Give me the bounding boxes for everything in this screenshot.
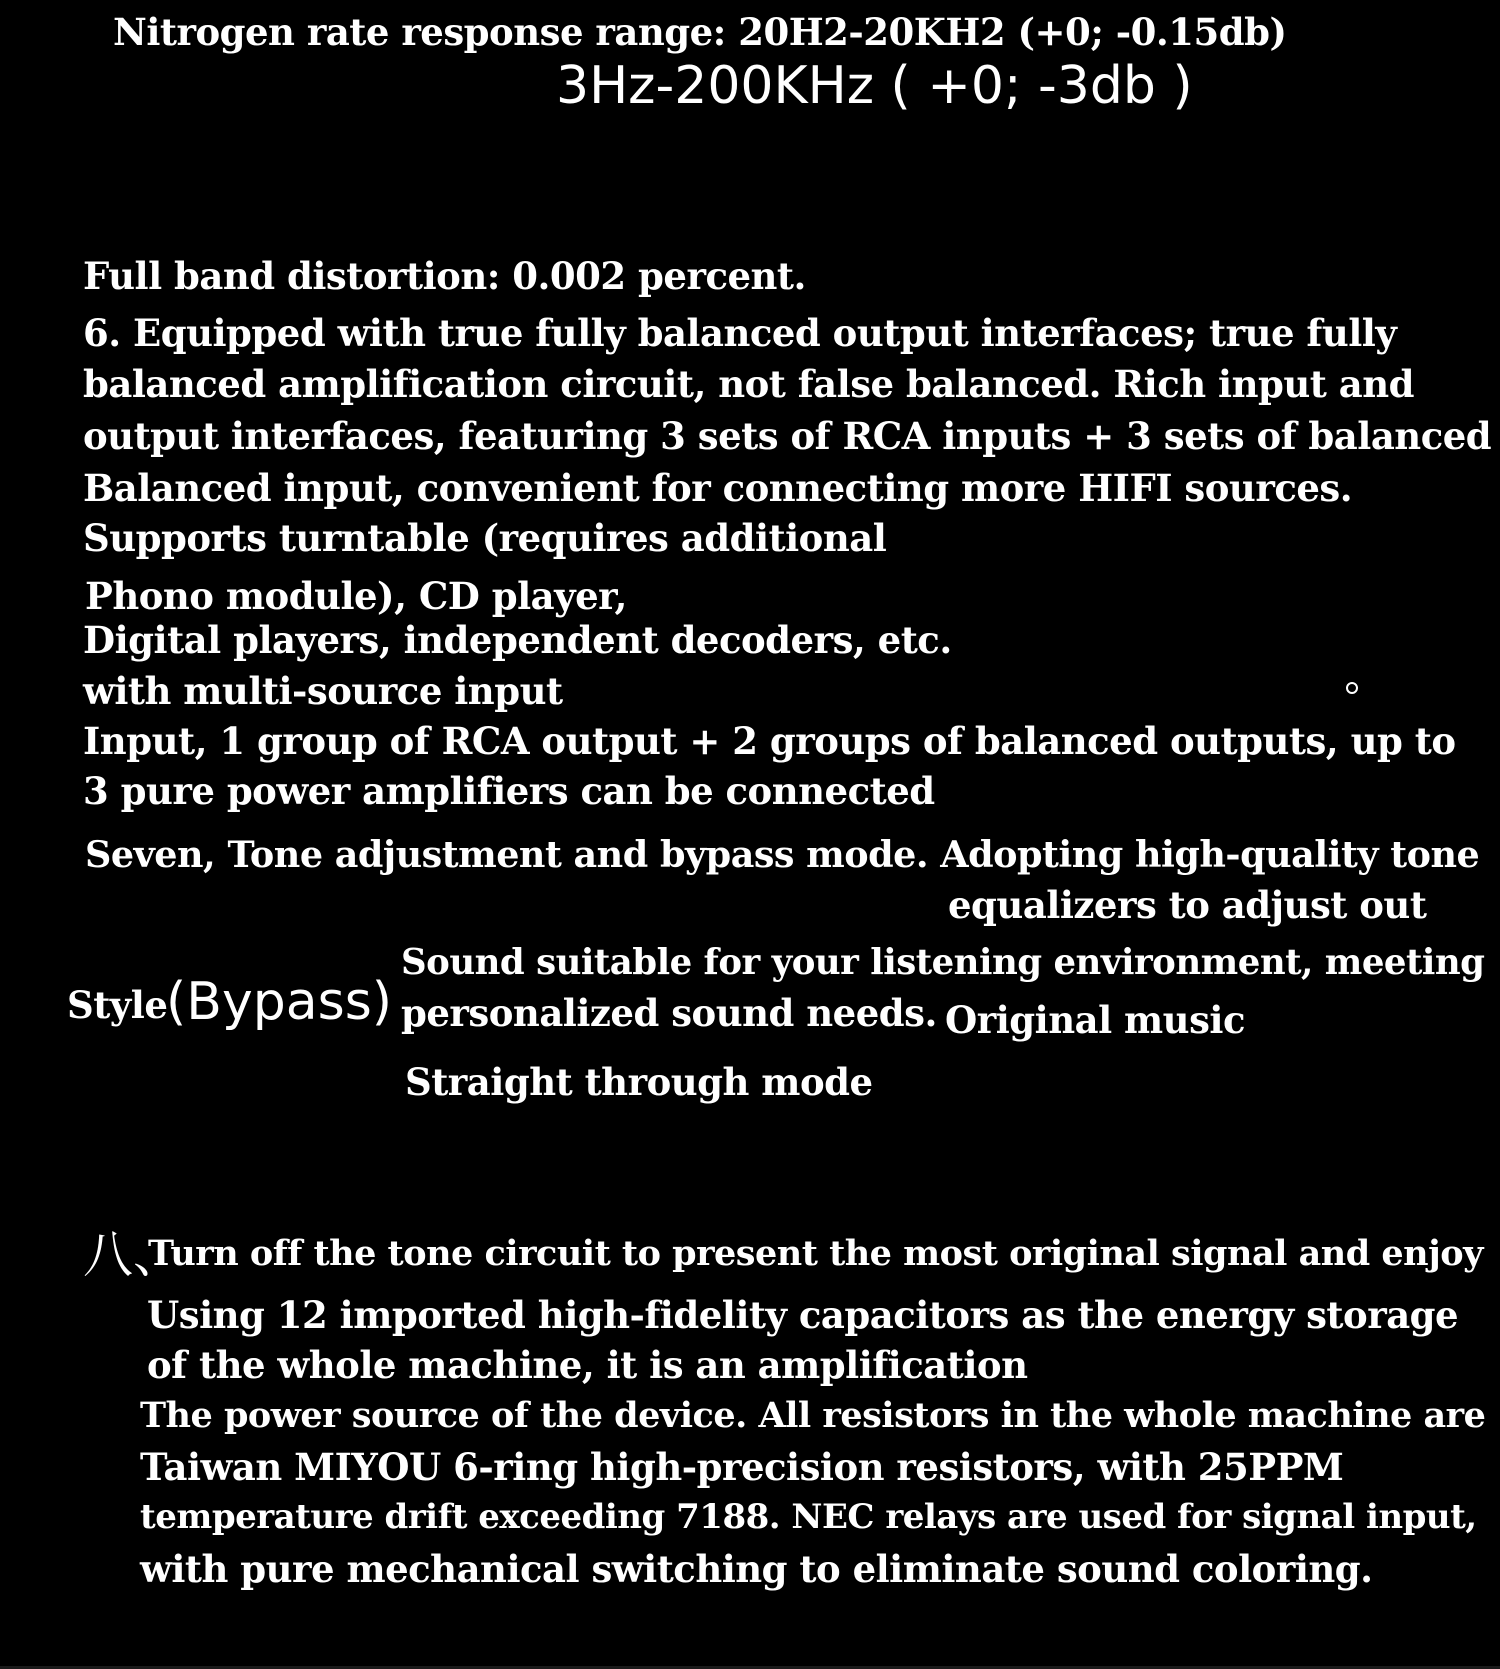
section8-line-a2: of the whole machine, it is an amplification: [147, 1343, 1028, 1387]
section6-line-3: balanced amplification circuit, not false balanced. Rich input and: [83, 362, 1414, 406]
section6-line-6: Supports turntable (requires additional: [83, 516, 887, 560]
section7-line-1: Seven, Tone adjustment and bypass mode. Adopting high-quality tone: [85, 833, 1480, 876]
section8-first-line: Turn off the tone circuit to present the most original signal and enjoy: [148, 1233, 1483, 1274]
section6-line-2: 6. Equipped with true fully balanced output interfaces; true fully: [83, 311, 1397, 355]
straight-through-mode: Straight through mode: [405, 1060, 873, 1104]
section8-line-b1: The power source of the device. All resistors in the whole machine are: [140, 1395, 1486, 1436]
section6-line-8: Digital players, independent decoders, etc.: [83, 618, 952, 662]
section6-line-9: with multi-source input: [83, 669, 563, 713]
section6-line-1: Full band distortion: 0.002 percent.: [83, 254, 806, 298]
style-prefix: Style: [67, 983, 168, 1027]
section6-line-11: 3 pure power amplifiers can be connected: [83, 769, 935, 813]
section6-line-7: Phono module), CD player,: [85, 574, 627, 618]
stray-dot: [1346, 682, 1358, 694]
section8-line-b4: with pure mechanical switching to eliminate sound coloring.: [140, 1547, 1373, 1591]
section8-line-a1: Using 12 imported high-fidelity capacitors as the energy storage: [147, 1293, 1459, 1337]
section8-line-b2: Taiwan MIYOU 6-ring high-precision resistors, with 25PPM: [140, 1445, 1344, 1489]
section6-line-10: Input, 1 group of RCA output + 2 groups of balanced outputs, up to: [83, 719, 1456, 763]
style-bypass: (Bypass): [166, 972, 393, 1032]
frequency-range-line: 3Hz-200KHz ( +0; -3db ): [556, 56, 1193, 116]
section8-marker: 八、: [83, 1226, 183, 1284]
section6-line-4: output interfaces, featuring 3 sets of RCA inputs + 3 sets of balanced: [83, 414, 1492, 458]
section7-line-2: equalizers to adjust out: [948, 883, 1427, 927]
sound-line-2: personalized sound needs.: [401, 991, 937, 1035]
original-music: Original music: [945, 998, 1245, 1042]
sound-line-1: Sound suitable for your listening environment, meeting: [401, 942, 1485, 983]
section8-line-b3: temperature drift exceeding 7188. NEC relays are used for signal input,: [140, 1497, 1477, 1537]
section6-line-5: Balanced input, convenient for connecting more HIFI sources.: [83, 466, 1353, 510]
frequency-response-line: Nitrogen rate response range: 20H2-20KH2 (+0; -0.15db): [113, 10, 1287, 54]
